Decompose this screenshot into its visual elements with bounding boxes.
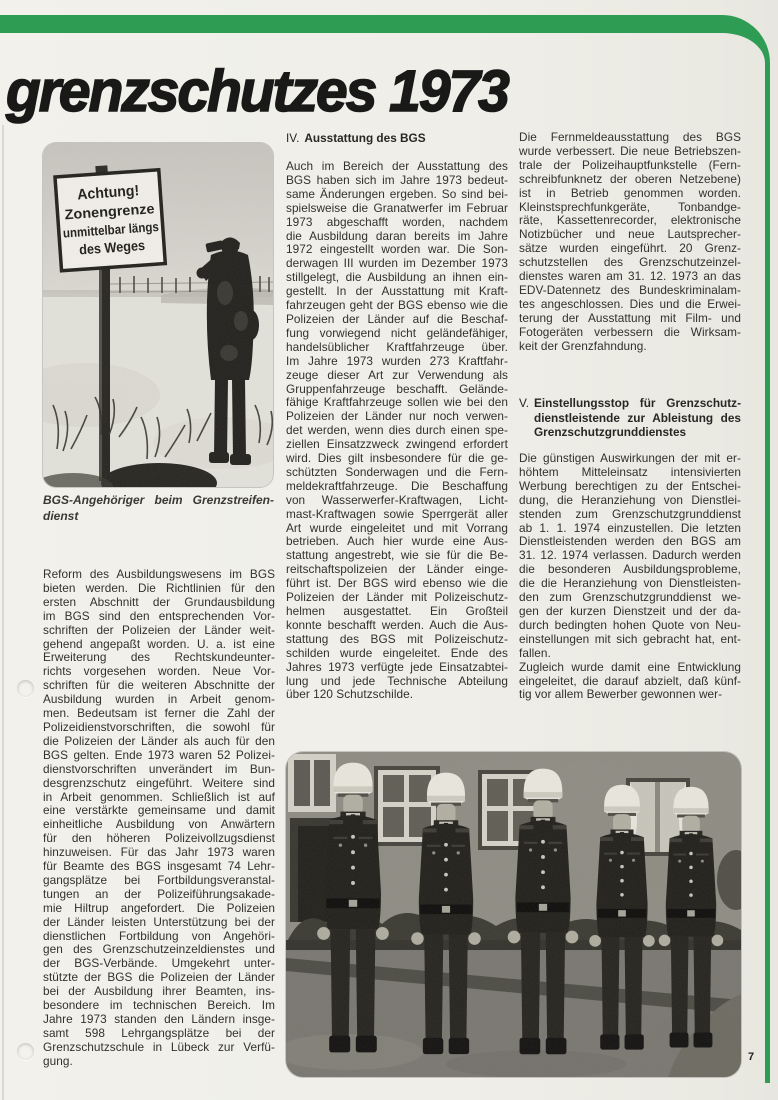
text-line: Auch im Bereich der Ausstattung des (286, 159, 508, 173)
text-line: richts vorgesehen worden. Neue Vor- (43, 664, 275, 679)
text-line: einheitliche Ausbildung von Anwärtern (43, 817, 275, 832)
text-line: tig vor allem Bewerber gewonnen wer- (519, 687, 723, 702)
text-line: Grenzschutzgrunddienstes (534, 425, 687, 440)
text-line: die besonderen Ausbildungsprobleme, (519, 562, 741, 577)
photo-officers-lineup (286, 752, 741, 1077)
text-line: konnte beschafft werden. Auch die Aus- (286, 617, 508, 632)
text-line: Art wurde eingeleitet und mit Vorrang (286, 520, 508, 535)
text-line: keit der Grenzfahndung. (519, 338, 647, 353)
text-line: Gruppenfahrzeuge beschafft. Gelände- (286, 381, 508, 396)
text-line: eingeleitet, die darauf abzielt, daß künf- (519, 673, 741, 688)
border-patrol-illustration (43, 143, 273, 487)
text-line: fung vorwiegend nicht geländefähiger, (286, 325, 508, 340)
text-line: schutzstellen des Grenzschutzeinzel- (519, 255, 741, 270)
text-line: eine verstärkte gemeinsame und damit (43, 803, 275, 818)
text-line: von Wasserwerfer-Kraftwagen, Licht- (286, 492, 508, 507)
text-line: Reform des Ausbildungswesens im BGS (43, 567, 275, 581)
text-line: Zugleich wurde damit eine Entwicklung (519, 659, 741, 674)
text-line: Polizeidienstvorschriften, die sowohl für (43, 719, 275, 734)
text-line: Jahres 1973 verfügte jede Einsatzabtei- (286, 659, 508, 674)
sign-line: des Weges (78, 236, 153, 258)
text-line: betrieben. Auch hier wurde eine Aus- (286, 534, 508, 549)
text-line: terung der Ausstattung mit Film- und (519, 310, 741, 325)
text-line: einstellungen mit sich gebracht hat, ent- (519, 631, 741, 646)
text-line: räte, Kassettenrecorder, elektronische (519, 213, 741, 228)
text-line: höhtem Mitteleinsatz intensivierten (519, 464, 741, 479)
text-line: dienstes waren am 31. 12. 1973 an das (519, 269, 741, 284)
text-line: in Arbeit genommen. Schließlich ist auf (43, 789, 275, 804)
text-line: gung. (43, 1053, 73, 1068)
text-line: die Ausbildung daran bereits im Jahre (286, 228, 508, 243)
text-line: für den höheren Polizeivollzugsdienst (43, 831, 275, 846)
text-line: bei der Ausbildung ihrer Beamten, ins- (43, 984, 275, 999)
text-line: mast-Kraftwagen sowie Sperrgerät aller (286, 506, 508, 521)
text-line: gen des Grenzschutzeinzeldienstes und (43, 942, 275, 957)
text-line: der Länder leisten Unterstützung bei der (43, 914, 275, 929)
text-line: Im Jahre 1973 wurden 273 Kraftfahr- (286, 353, 508, 368)
text-line: gehend angepaßt worden. U. a. ist eine (43, 636, 275, 651)
text-line: Die günstigen Auswirkungen der mit er- (519, 451, 741, 465)
punch-hole (17, 680, 34, 697)
text-line: wird. Dies gilt insbesondere für die ge- (286, 451, 508, 466)
text-line: Grenzschutzschule in Lübeck zur Verfü- (43, 1039, 275, 1054)
text-line: Werbung berechtigen zu der Entschei- (519, 478, 741, 493)
text-line: handelsüblicher Kraftfahrzeuge über. (286, 339, 508, 354)
text-line: BGS gelten. Ende 1973 waren 52 Polizei- (43, 747, 275, 762)
section-number: V. (519, 396, 530, 410)
text-line: für Beamte des BGS insgesamt 74 Lehr- (43, 859, 275, 874)
right-column-text-bottom (519, 452, 741, 702)
text-line: Dienstleistenden werden den BGS am (519, 534, 741, 549)
text-line: fallen. (519, 645, 551, 660)
text-line: im BGS sind den entsprechenden Vor- (43, 608, 275, 623)
text-line: wurde verbessert. Die neue Betriebszen- (519, 143, 741, 158)
text-line: schilden wurde eingeleitet. Ende des (286, 645, 508, 660)
text-line: 1972 eingestellt worden war. Die Son- (286, 242, 508, 257)
text-line: BGS haben sich im Jahre 1973 bedeut- (286, 172, 508, 187)
text-line: gangsplätze bei Fortbildungsveranstal- (43, 872, 275, 887)
text-line: zeuge dieser Art zur Verwendung als (286, 367, 508, 382)
text-line: Fotogeräten verbessern die Wirksam- (519, 324, 741, 339)
text-line: EDV-Datennetz des Bundeskriminalam- (519, 282, 741, 297)
text-line: hinzuweisen. Für das Jahr 1973 waren (43, 845, 275, 860)
sign-line: unmittelbar längs (62, 218, 172, 241)
text-line: det werden, wenn dies durch einen spe- (286, 423, 508, 438)
photo-border-patrol (43, 143, 273, 487)
text-line: ist in Betrieb genommen worden. (519, 185, 741, 200)
text-line: führt ist. Der BGS wird ebenso wie die (286, 576, 508, 591)
text-line: tungen an der Polizeiführungsakade- (43, 886, 275, 901)
text-line: same Änderungen ergeben. So sind bei- (286, 186, 508, 201)
text-line: fahrzeugen geht der BGS ebenso wie die (286, 298, 508, 313)
text-line: dienst (43, 509, 79, 523)
text-line: dung, die Heranziehung von Dienstlei- (519, 492, 741, 507)
text-line: desgrenzschutz eingeführt. Weitere sind (43, 775, 275, 790)
text-line: besondere im technischen Bereich. Im (43, 998, 275, 1013)
text-line: 1973 abgeschafft worden, nachdem (286, 214, 508, 229)
section-number: IV. (286, 131, 300, 145)
text-line: schriften für die weiteren Abschnitte der (43, 678, 275, 693)
text-line: Die Fernmeldeausstattung des BGS (519, 130, 741, 144)
text-line: ab 1. 1. 1974 einzustellen. Die letzten (519, 520, 741, 535)
text-line: gestellt. In der Ausstattung mit Kraft- (286, 284, 508, 299)
text-line: ersten Abschnitt der Grundausbildung (43, 594, 275, 609)
text-line: stattung des BGS mit Polizeischutz- (286, 631, 508, 646)
text-line: Notizbücher und neue Lautsprecher- (519, 227, 741, 242)
text-line: dienstvorschriften unverändert im Bun- (43, 761, 275, 776)
text-line: bieten werden. Die Richtlinien für den (43, 580, 275, 595)
text-line: schützten Sonderwagen und die Fern- (286, 464, 508, 479)
text-line: BGS-Angehöriger beim Grenzstreifen- (43, 493, 274, 507)
text-line: ziellen Einsatzzweck zwingend erfordert (286, 437, 508, 452)
text-line: stützte der BGS die Polizeien der Länder (43, 970, 275, 985)
text-line: reitschaftspolizeien der Länder einge- (286, 562, 508, 577)
section-title: Ausstattung des BGS (304, 131, 426, 145)
text-line: Polizeien der Länder auf die Beschaf- (286, 311, 508, 326)
right-column-text-top (519, 131, 741, 354)
text-line: Jahre 1973 standen den Ländern insge- (43, 1012, 275, 1026)
text-line: schreibfunknetz der oberen Netzebene) (519, 171, 741, 186)
text-line: stattung angestrebt, wie sie für die Be- (286, 548, 508, 563)
sign-line: Zonengrenze (64, 200, 153, 223)
text-line: die die Heranziehung von Dienstleisten- (519, 576, 741, 591)
text-line: stenden zum Grenzschutzgrunddienst (519, 506, 741, 521)
section-heading-iv (286, 131, 508, 146)
text-line: derwagen III wurden im Dezember 1973 (286, 256, 508, 271)
left-column-text (43, 568, 275, 1069)
text-line: tes angeschlossen. Dies und die Erwei- (519, 296, 741, 311)
text-line: über 120 Schutzschilde. (286, 687, 414, 702)
text-line: men. Bedeutsam ist ferner die Zahl der (43, 706, 275, 721)
text-line: meldekraftfahrzeuge. Die Beschaffung (286, 478, 508, 493)
text-line: helmen ausgestattet. Ein Großteil (286, 604, 508, 618)
text-line: lung und jede Technische Abteilung (286, 673, 508, 688)
sign-line: Achtung! (76, 181, 144, 204)
text-line: Erweiterung des Rechtskundeunter- (43, 650, 275, 665)
middle-column-text (286, 160, 508, 702)
text-line: gen der kurzen Dienstzeit und der da- (519, 603, 741, 618)
text-line: samt 598 Lehrgangsplätze bei der (43, 1025, 275, 1040)
text-line: Einstellungsstop für Grenzschutz- (534, 396, 741, 410)
text-line: dienstleistende zur Ableistung des (534, 410, 741, 425)
text-line: sätze wurden eingeführt. 20 Grenz- (519, 241, 741, 256)
text-line: mie Hiltrup angefordert. Die Polizeien (43, 900, 275, 915)
text-line: 31. 12. 1974 verlassen. Dadurch werden (519, 548, 741, 563)
section-title-lines (534, 396, 741, 440)
punch-hole (17, 1043, 34, 1060)
text-line: die Polizeien der Länder als auch für den (43, 733, 275, 748)
text-line: fähige Kraftfahrzeuge sollen wie bei den (286, 395, 508, 410)
text-line: Polizeien der Länder nur noch verwen- (286, 409, 508, 424)
text-line: der BGS-Verbände. Umgekehrt unter- (43, 956, 275, 971)
text-line: schriften der Polizeien der Länder weit- (43, 622, 275, 637)
page-number: 7 (748, 1051, 755, 1063)
text-line: Kleinstsprechfunkgeräte, Tonbandge- (519, 199, 741, 214)
text-line: stillgelegt, die Ausbildung an ihnen ein- (286, 270, 508, 285)
text-line: trale der Polizeihauptfunkstelle (Fern- (519, 157, 741, 172)
text-line: spielsweise die Granatwerfer im Februar (286, 200, 508, 215)
officers-lineup-illustration (286, 752, 741, 1077)
section-heading-v (519, 396, 741, 440)
text-line: dienstlichen Fortbildung von Angehöri- (43, 928, 275, 943)
text-line: den zum Grenzschutzgrunddienst we- (519, 590, 741, 605)
text-line: Polizeien der Länder mit Polizeischutz- (286, 590, 508, 605)
photo-caption (43, 492, 274, 524)
text-line: durch bedingten hohen Quote von Neu- (519, 617, 741, 632)
text-line: Ausbildung wurden in Arbeit genom- (43, 692, 275, 707)
page-title: grenzschutzes 1973 (6, 59, 508, 124)
